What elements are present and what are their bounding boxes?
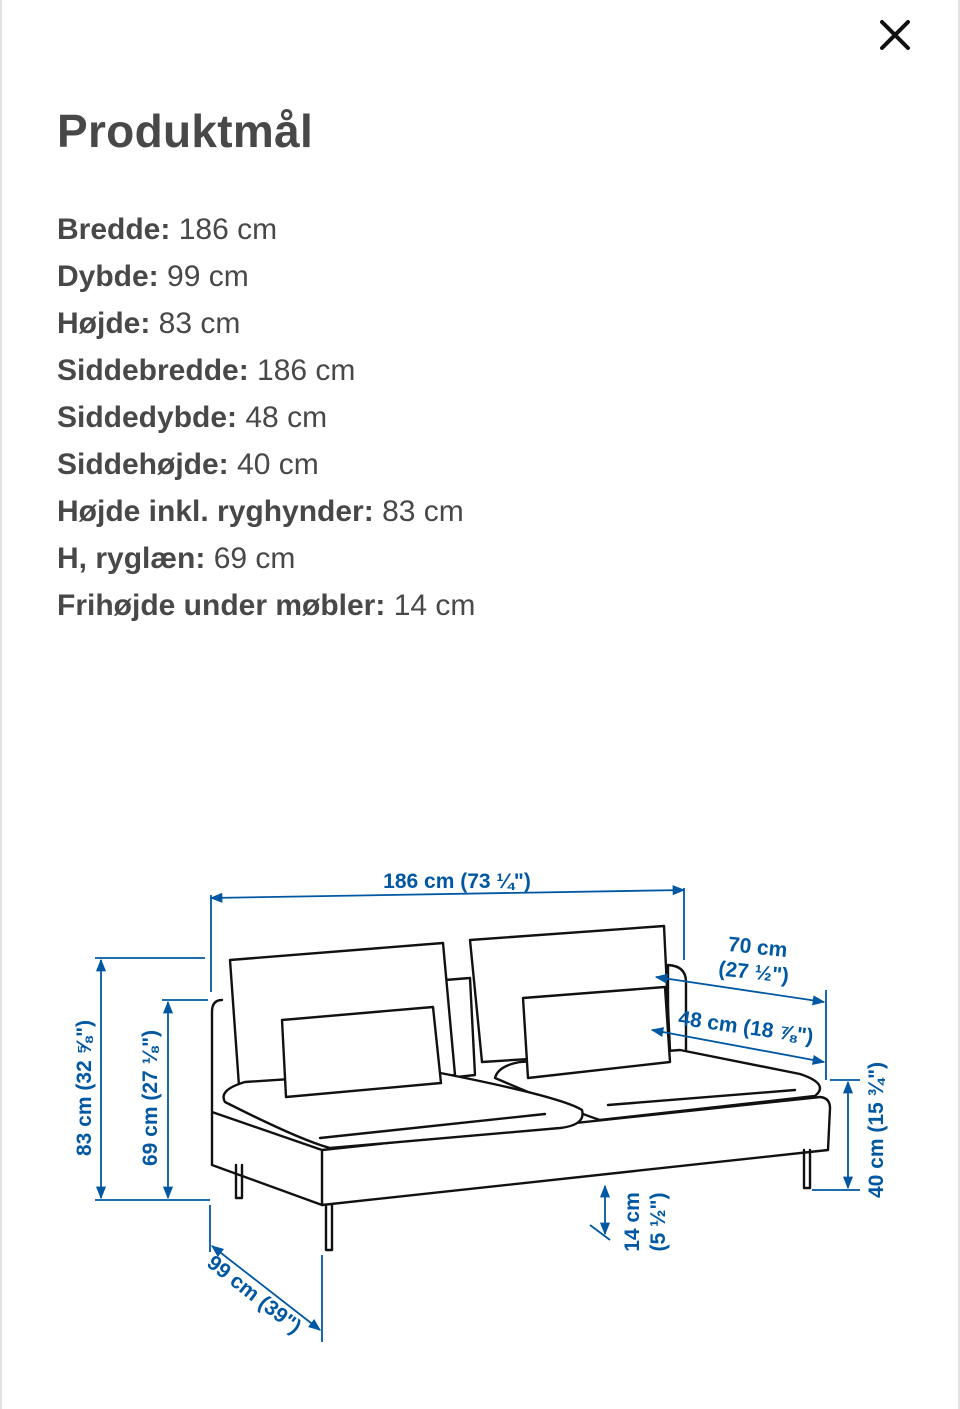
height-label: 83 cm (32 ⅝") (73, 1019, 96, 1157)
dimension-item: Siddehøjde: 40 cm (57, 448, 319, 481)
armrest-cm-label: 70 cm (726, 932, 789, 963)
dimension-item: Højde: 83 cm (57, 307, 241, 340)
dimension-item: Siddedybde: 48 cm (57, 401, 328, 434)
back-height-label: 69 cm (27 ⅛") (139, 1029, 162, 1167)
seat-height-label: 40 cm (15 ¾") (865, 1061, 888, 1199)
dimension-item: Frihøjde under møbler: 14 cm (57, 589, 476, 622)
dimension-item: Højde inkl. ryghynder: 83 cm (57, 495, 464, 528)
depth-label: 99 cm (39") (202, 1251, 306, 1339)
dimension-item: H, ryglæn: 69 cm (57, 542, 296, 575)
dimension-item: Bredde: 186 cm (57, 213, 278, 246)
width-label: 186 cm (73 ¼") (383, 870, 531, 893)
clearance-cm-label: 14 cm (621, 1192, 644, 1252)
clearance-in-label: (5 ½") (647, 1192, 670, 1252)
dimension-item: Dybde: 99 cm (57, 260, 249, 293)
page-title: Produktmål (57, 105, 314, 157)
dimension-item: Siddebredde: 186 cm (57, 354, 356, 387)
armrest-in-label: (27 ½") (717, 957, 791, 988)
seat-depth-label: 48 cm (18 ⅞") (676, 1006, 815, 1049)
